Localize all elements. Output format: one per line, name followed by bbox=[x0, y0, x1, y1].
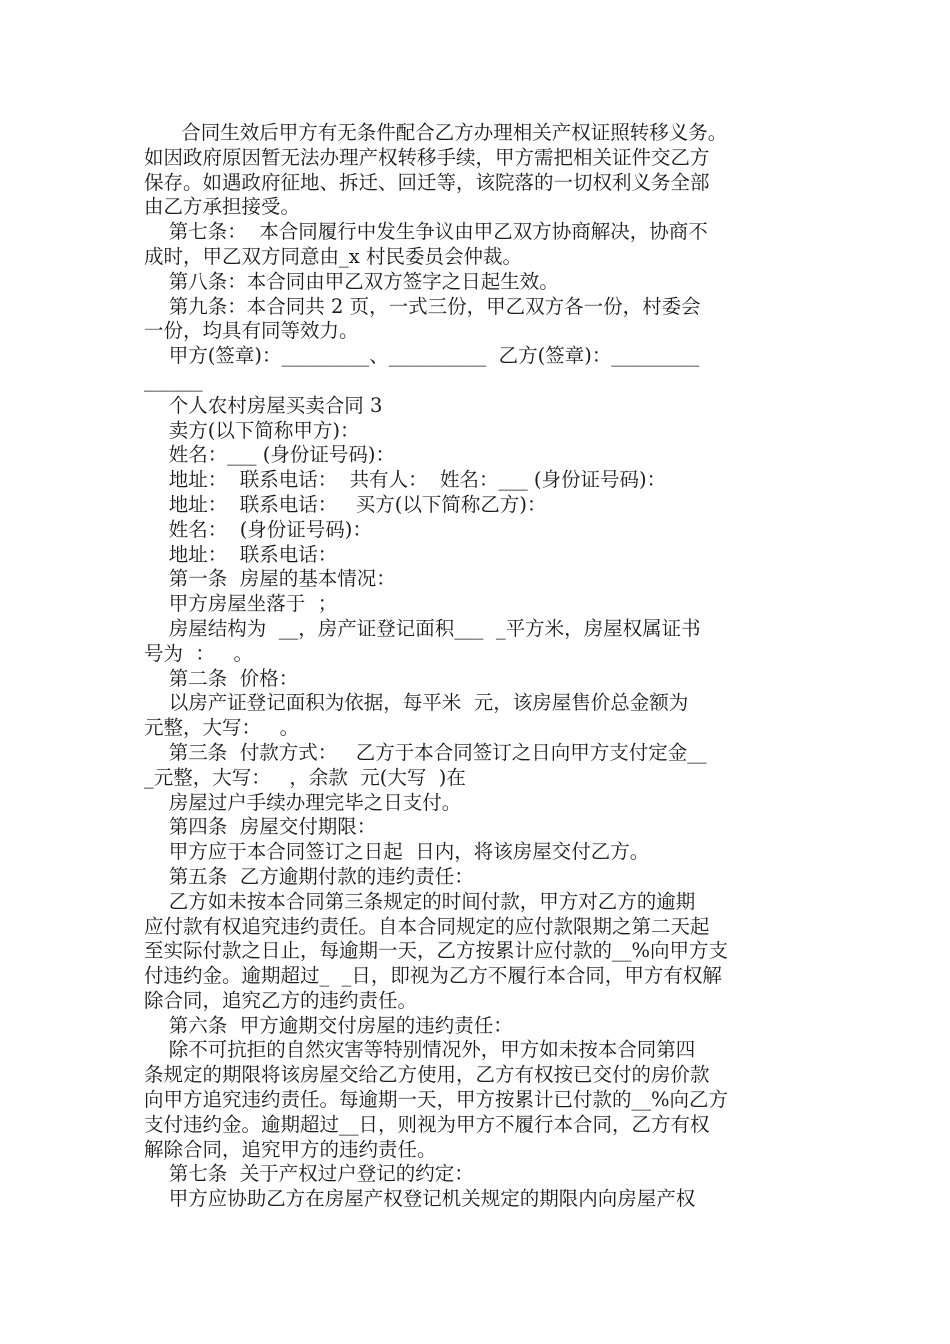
text-line: 以房产证登记面积为依据，每平米 元，该房屋售价总金额为 bbox=[144, 691, 689, 715]
article-heading: 第四条 房屋交付期限： bbox=[144, 815, 377, 839]
text-line: 地址： 联系电话： 共有人： 姓名：___ (身份证号码)： bbox=[144, 468, 667, 492]
section-title: 个人农村房屋买卖合同 3 bbox=[144, 393, 383, 417]
text-line: 乙方如未按本合同第三条规定的时间付款，甲方对乙方的逾期 bbox=[144, 889, 696, 913]
text-line: 房屋结构为 __，房产证登记面积___ _平方米，房屋权属证书 bbox=[144, 616, 701, 640]
article-heading: 第七条 关于产权过户登记的约定： bbox=[144, 1162, 474, 1186]
text-line: 向甲方追究违约责任。每逾期一天，甲方按累计已付款的__%向乙方 bbox=[144, 1088, 729, 1112]
text-line: 地址： 联系电话： bbox=[144, 542, 338, 566]
signature-line: 甲方(签章)：_________、__________ 乙方(签章)：_________ bbox=[144, 344, 700, 368]
text-line: 应付款有权追究违约责任。自本合同规定的应付款限期之第二天起 bbox=[144, 914, 710, 938]
text-line: 房屋过户手续办理完毕之日支付。 bbox=[144, 790, 462, 814]
text-line: 号为 ： 。 bbox=[144, 641, 253, 665]
text-line: 付违约金。逾期超过_ _日，即视为乙方不履行本合同，甲方有权解 bbox=[144, 964, 722, 988]
article-heading: 第三条 付款方式： 乙方于本合同签订之日向甲方支付定金__ bbox=[144, 740, 707, 764]
text-line: 甲方应协助乙方在房屋产权登记机关规定的期限内向房屋产权 bbox=[144, 1187, 696, 1211]
text-line: 甲方房屋坐落于 ； bbox=[144, 592, 338, 616]
text-line: 保存。如遇政府征地、拆迁、回迁等，该院落的一切权利义务全部 bbox=[144, 170, 710, 194]
text-line: 支付违约金。逾期超过__日，则视为甲方不履行本合同，乙方有权 bbox=[144, 1112, 710, 1136]
text-line: 卖方(以下简称甲方)： bbox=[144, 418, 360, 442]
text-line: 合同生效后甲方有无条件配合乙方办理相关产权证照转移义务。 bbox=[144, 121, 728, 144]
signature-line-continued: ______ bbox=[144, 368, 203, 392]
article-heading: 第六条 甲方逾期交付房屋的违约责任： bbox=[144, 1013, 513, 1037]
text-line: 地址： 联系电话： 买方(以下简称乙方)： bbox=[144, 492, 547, 516]
text-line: 至实际付款之日止，每逾期一天，乙方按累计应付款的__%向甲方支 bbox=[144, 939, 729, 963]
text-line: 成时，甲乙双方同意由_x 村民委员会仲裁。 bbox=[144, 244, 522, 268]
article-heading: 第二条 价格： bbox=[144, 666, 299, 690]
article-heading: 第五条 乙方逾期付款的违约责任： bbox=[144, 864, 474, 888]
text-line: 第七条： 本合同履行中发生争议由甲乙双方协商解决，协商不 bbox=[144, 220, 708, 244]
text-line: 一份，均具有同等效力。 bbox=[144, 319, 359, 343]
text-line: 姓名： (身份证号码)： bbox=[144, 517, 372, 541]
text-line: 第九条：本合同共 2 页，一式三份，甲乙双方各一份，村委会 bbox=[144, 294, 701, 318]
text-line: 第八条：本合同由甲乙双方签字之日起生效。 bbox=[144, 269, 559, 293]
text-line: 甲方应于本合同签订之日起 日内，将该房屋交付乙方。 bbox=[144, 840, 650, 864]
text-line: _元整，大写： ，余款 元(大写 )在 bbox=[144, 765, 466, 789]
text-line: 条规定的期限将该房屋交给乙方使用，乙方有权按已交付的房价款 bbox=[144, 1063, 710, 1087]
text-line: 元整，大写： 。 bbox=[144, 716, 300, 740]
text-line: 如因政府原因暂无法办理产权转移手续，甲方需把相关证件交乙方 bbox=[144, 145, 710, 169]
document-page bbox=[144, 121, 816, 1212]
article-heading: 第一条 房屋的基本情况： bbox=[144, 567, 396, 591]
text-line: 姓名：___ (身份证号码)： bbox=[144, 443, 395, 467]
text-line: 除不可抗拒的自然灾害等特别情况外，甲方如未按本合同第四 bbox=[144, 1038, 696, 1062]
text-line: 除合同，追究乙方的违约责任。 bbox=[144, 988, 418, 1012]
text-line: 解除合同，追究甲方的违约责任。 bbox=[144, 1137, 437, 1161]
text-line: 由乙方承担接受。 bbox=[144, 195, 301, 219]
